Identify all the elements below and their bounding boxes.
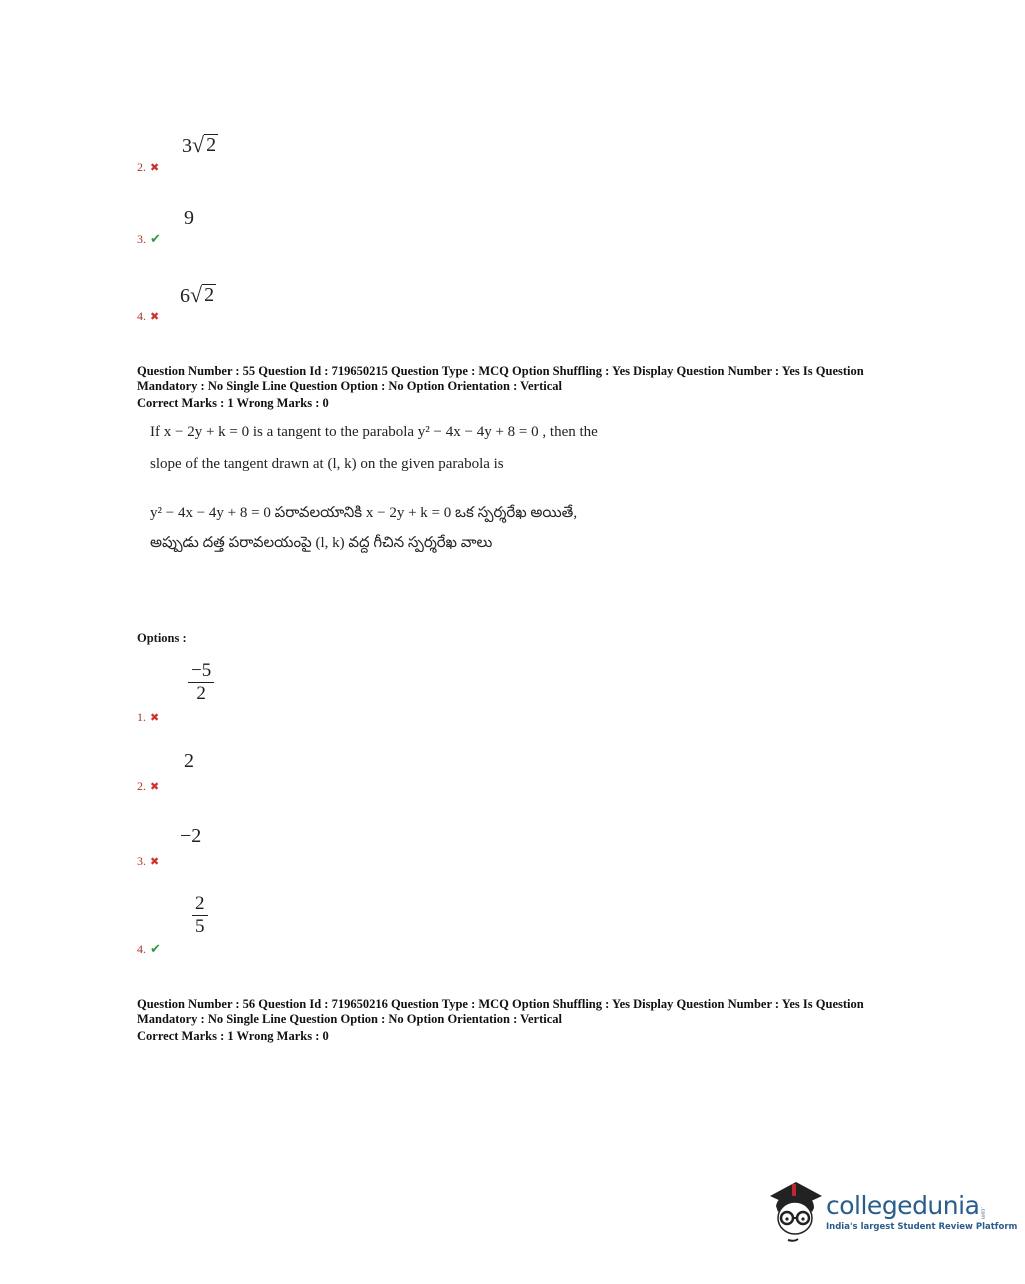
cross-icon: ✖ bbox=[150, 780, 160, 793]
q56-meta-line2: Mandatory : No Single Line Question Option : No Option Orientation : Vertical bbox=[137, 1012, 563, 1026]
q55-meta-line1: Question Number : 55 Question Id : 719650215 Question Type : MCQ Option Shuffling : Yes Display Question Number : Yes Is Question bbox=[137, 364, 864, 378]
prev-option-2-value: 3 √ 2 bbox=[182, 132, 217, 157]
check-icon: ✔ bbox=[150, 232, 161, 247]
check-icon: ✔ bbox=[150, 942, 161, 957]
q55-option-2[interactable]: 2. ✖ bbox=[137, 779, 160, 793]
prev-option-2[interactable]: 2. ✖ bbox=[137, 160, 160, 174]
prev-option-4[interactable]: 4. ✖ bbox=[137, 309, 160, 323]
logo-tagline: India's largest Student Review Platform bbox=[826, 1221, 1018, 1232]
q55-option-2-value: 2 bbox=[184, 750, 194, 772]
q55-english-line2: slope of the tangent drawn at (l, k) on the given parabola is bbox=[150, 456, 504, 472]
q55-option-3-value: −2 bbox=[180, 825, 202, 847]
q55-telugu-line2: అప్పుడు దత్త పరావలయంపై (l, k) వద్ద గీచిన స్పర్శరేఖ వాలు bbox=[150, 535, 493, 551]
options-label: Options : bbox=[137, 631, 187, 645]
q55-meta bbox=[137, 364, 907, 411]
cross-icon: ✖ bbox=[150, 310, 160, 323]
prev-option-4-value: 6 √ 2 bbox=[180, 282, 215, 307]
logo-suffix: .com bbox=[979, 1207, 986, 1220]
q56-meta-line1: Question Number : 56 Question Id : 719650216 Question Type : MCQ Option Shuffling : Yes Display Question Number : Yes Is Question bbox=[137, 997, 864, 1011]
q56-meta bbox=[137, 997, 907, 1044]
q55-meta-line3: Correct Marks : 1 Wrong Marks : 0 bbox=[137, 396, 329, 410]
q55-meta-line2: Mandatory : No Single Line Question Option : No Option Orientation : Vertical bbox=[137, 379, 563, 393]
cross-icon: ✖ bbox=[150, 711, 160, 724]
q55-option-3[interactable]: 3. ✖ bbox=[137, 854, 160, 868]
student-mascot-icon bbox=[766, 1178, 824, 1244]
prev-option-3-value: 9 bbox=[184, 207, 194, 229]
q55-option-1-value: $\frac{-5}{2}$ bbox=[188, 660, 214, 705]
q56-meta-line3: Correct Marks : 1 Wrong Marks : 0 bbox=[137, 1029, 329, 1043]
logo-wordmark: collegedunia bbox=[826, 1190, 980, 1220]
q55-english-line1: If x − 2y + k = 0 is a tangent to the parabola y² − 4x − 4y + 8 = 0 , then the bbox=[150, 424, 598, 440]
q55-option-1[interactable]: 1. ✖ bbox=[137, 710, 160, 724]
collegedunia-logo[interactable] bbox=[766, 1178, 1017, 1244]
cross-icon: ✖ bbox=[150, 855, 160, 868]
q55-option-4[interactable]: 4. ✔ bbox=[137, 942, 161, 957]
prev-option-3[interactable]: 3. ✔ bbox=[137, 232, 161, 247]
cross-icon: ✖ bbox=[150, 161, 160, 174]
q55-telugu-line1: y² − 4x − 4y + 8 = 0 పరావలయానికి x − 2y + k = 0 ఒక స్పర్శరేఖ అయితే, bbox=[150, 505, 578, 521]
q55-option-4-value: $\frac{2}{5}$ bbox=[192, 893, 208, 938]
